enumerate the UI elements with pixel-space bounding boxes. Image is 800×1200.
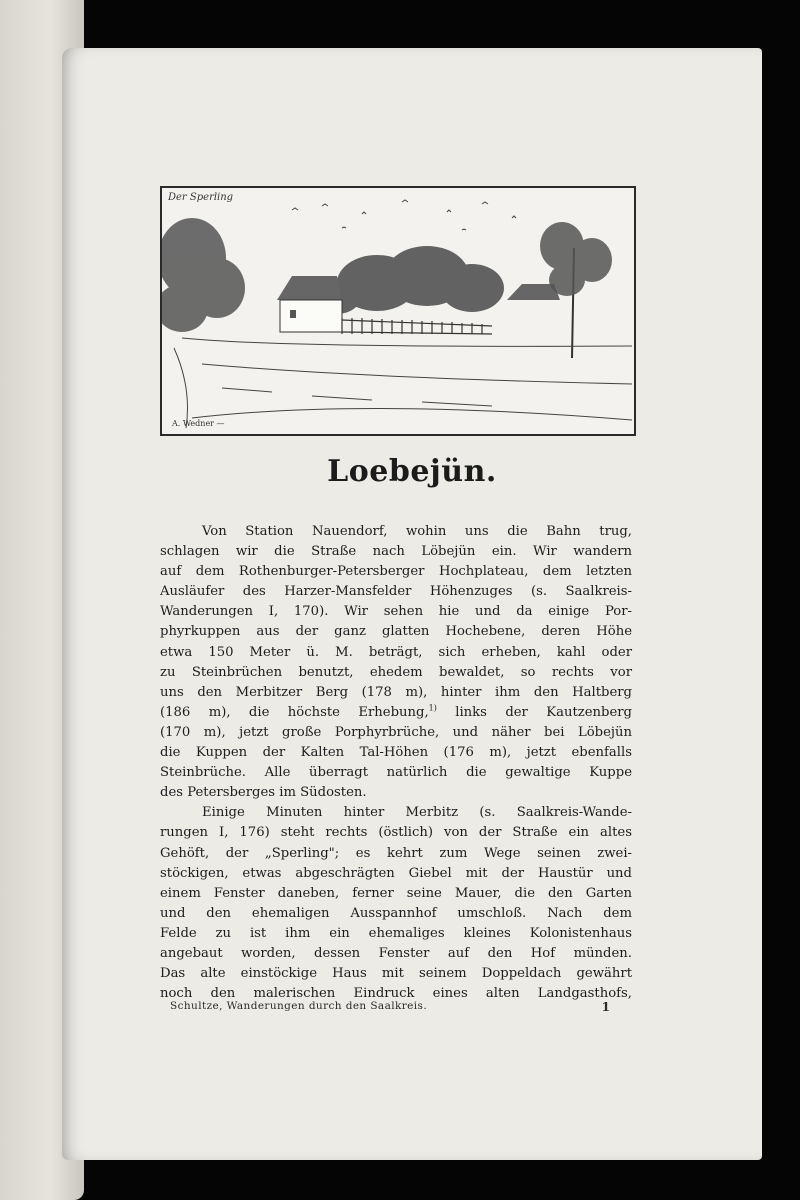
text-line: Gehöft, der „Sperling"; es kehrt zum Wege seinen zwei-: [160, 845, 632, 861]
chapter-title: Loebejün.: [327, 454, 497, 489]
page-footer: [170, 1000, 610, 1012]
text-line: zu Steinbrüchen benutzt, ehedem bewaldet, so rechts vor: [160, 664, 632, 680]
text-line: noch den malerischen Eindruck eines alten Landgasthofs,: [160, 986, 632, 1002]
text-line: und den ehemaligen Ausspannhof umschloß. Nach dem: [160, 905, 632, 921]
sketch-drawing: [162, 188, 634, 434]
text-line: schlagen wir die Straße nach Löbejün ein. Wir wandern: [160, 544, 632, 560]
illustration-caption: Der Sperling: [168, 192, 234, 203]
text-line: phyrkuppen aus der ganz glatten Hochebene, deren Höhe: [160, 624, 632, 640]
text-line: Ausläufer des Harzer-Mansfelder Höhenzuges (s. Saalkreis-: [160, 584, 632, 600]
text-line: Das alte einstöckige Haus mit seinem Doppeldach gewährt: [160, 966, 632, 982]
text-fragment: links der Kautzenberg: [436, 704, 632, 720]
text-line: stöckigen, etwas abgeschrägten Giebel mit der Haustür und: [160, 865, 632, 881]
text-line: Steinbrüche. Alle überragt natürlich die gewaltige Kuppe: [160, 765, 632, 781]
text-line: des Petersberges im Südosten.: [160, 785, 367, 801]
text-line: uns den Merbitzer Berg (178 m), hinter ihm den Haltberg: [160, 684, 632, 700]
illustration-der-sperling: [160, 186, 636, 436]
text-line: rungen I, 176) steht rechts (östlich) von der Straße ein altes: [160, 825, 632, 841]
text-fragment: (186 m), die höchste Erhebung,: [160, 704, 429, 720]
book-page: [62, 48, 762, 1160]
artist-signature: A. Wedner —: [172, 419, 225, 428]
text-line: (170 m), jetzt große Porphyrbrüche, und näher bei Löbejün: [160, 724, 632, 740]
text-line: Einige Minuten hinter Merbitz (s. Saalkreis-Wande-: [202, 805, 632, 821]
text-line: Von Station Nauendorf, wohin uns die Bahn trug,: [202, 524, 632, 539]
text-line: Felde zu ist ihm ein ehemaliges kleines Kolonistenhaus: [160, 925, 632, 941]
text-line: einem Fenster daneben, ferner seine Mauer, die den Garten: [160, 885, 632, 901]
footnote-marker: 1): [428, 703, 437, 713]
body-text: [160, 522, 632, 1004]
text-line: etwa 150 Meter ü. M. beträgt, sich erheben, kahl oder: [160, 644, 632, 660]
running-footer: Schultze, Wanderungen durch den Saalkreis.: [170, 1000, 428, 1012]
page-number: 1: [601, 1000, 610, 1014]
text-line: Wanderungen I, 170). Wir sehen hie und da einige Por-: [160, 604, 632, 620]
text-line: auf dem Rothenburger-Petersberger Hochplateau, dem letzten: [160, 564, 632, 580]
text-line: angebaut worden, dessen Fenster auf den Hof münden.: [160, 945, 632, 961]
text-line-with-footnote: [160, 703, 632, 723]
text-line: die Kuppen der Kalten Tal-Höhen (176 m), jetzt ebenfalls: [160, 745, 632, 761]
